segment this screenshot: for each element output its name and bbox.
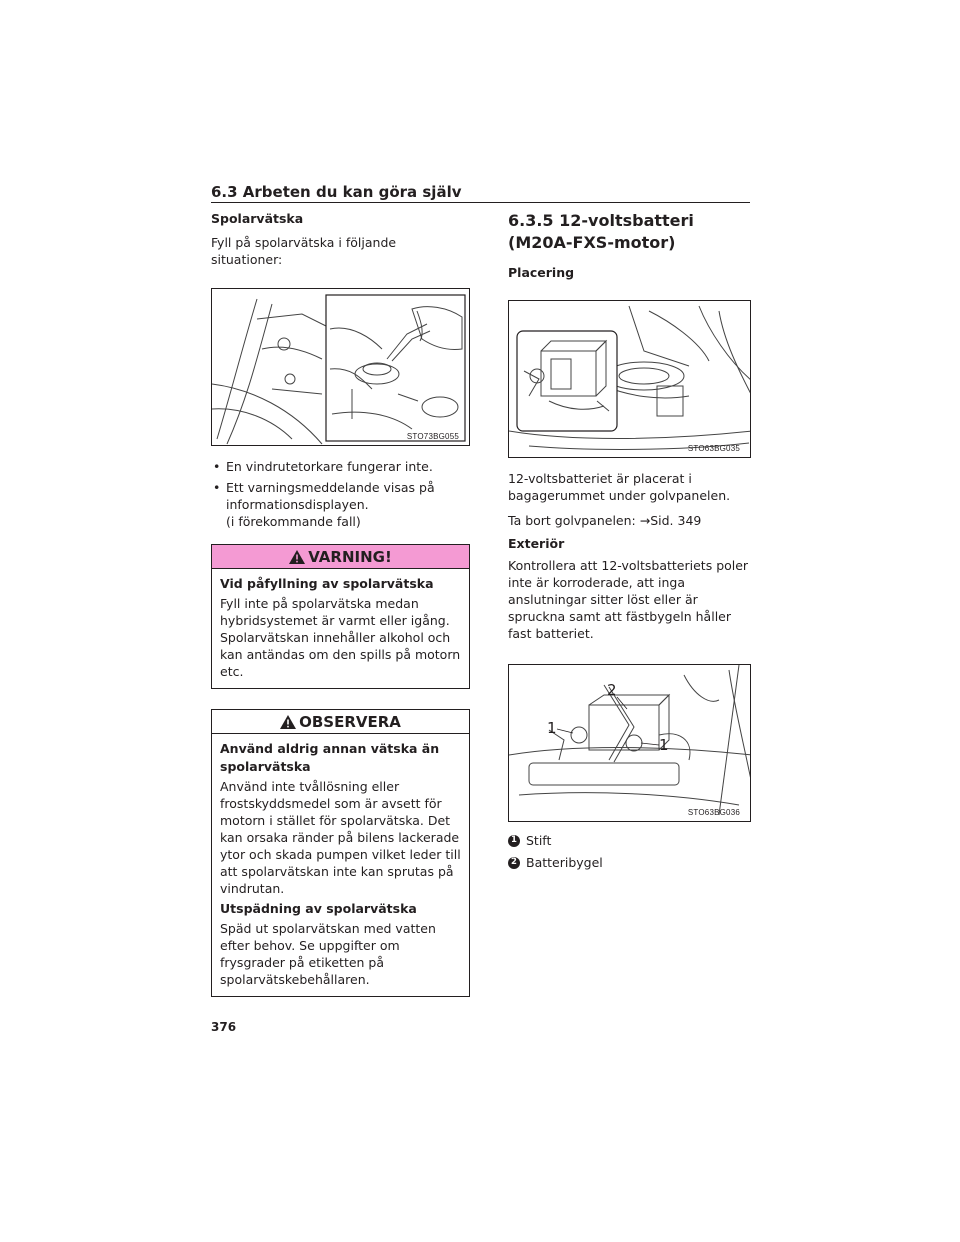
situation-list	[211, 458, 470, 530]
warning-header	[212, 545, 469, 569]
bullet-icon: •	[213, 459, 221, 474]
notice-text-1: Använd inte tvållösning eller frostskyddsmedel som är avsett för motorn i stället för spolarvätska. Det kan orsaka ränder på bilens lackerade ytor och skada pumpen vilket leder till att spolarvätskan inte kan sprutas på vindrutan.	[220, 779, 461, 896]
floor-panel-reference: Ta bort golvpanelen: →Sid. 349	[508, 513, 702, 528]
callout-1-left: 1	[547, 719, 557, 737]
notice-heading-1: Använd aldrig annan vätska än spolarvätska	[220, 741, 440, 774]
battery-detail-figure	[508, 664, 751, 822]
washer-illustration	[212, 289, 470, 446]
exterior-heading: Exteriör	[508, 536, 565, 551]
right-column	[508, 208, 751, 876]
callout-2: 2	[607, 681, 617, 699]
warning-title: VARNING!	[308, 547, 392, 566]
legend-list	[508, 832, 751, 871]
number-circle-icon: 2	[508, 857, 520, 869]
warning-box	[211, 544, 470, 689]
page-number: 376	[211, 1020, 237, 1034]
legend-item: 1 Stift	[508, 832, 751, 849]
legend-item: 2 Batteribygel	[508, 854, 751, 871]
placement-heading: Placering	[508, 265, 575, 280]
exterior-text: Kontrollera att 12-voltsbatteriets poler inte är korroderade, att inga anslutningar sitter löst eller är spruckna samt att fästbygeln håller fast batteriet.	[508, 558, 749, 641]
battery-heading: 6.3.5 12-voltsbatteri (M20A-FXS-motor)	[508, 211, 694, 252]
callout-1-right: 1	[659, 736, 669, 754]
bullet-icon: •	[213, 480, 221, 495]
figure-code: STO63BG036	[687, 808, 740, 817]
notice-title: OBSERVERA	[299, 712, 401, 731]
warning-triangle-icon	[289, 550, 305, 564]
figure-code: STO63BG035	[687, 444, 740, 453]
washer-intro: Fyll på spolarvätska i följande situationer:	[211, 235, 397, 267]
battery-location-figure	[508, 300, 751, 458]
placement-text: 12-voltsbatteriet är placerat i bagagerummet under golvpanelen.	[508, 471, 731, 503]
notice-header	[212, 710, 469, 734]
list-item: • Ett varningsmeddelande visas på informationsdisplayen. (i förekommande fall)	[213, 480, 435, 529]
notice-triangle-icon	[280, 715, 296, 729]
section-title: 6.3 Arbeten du kan göra själv	[211, 183, 750, 203]
number-circle-icon: 1	[508, 835, 520, 847]
washer-figure	[211, 288, 470, 446]
battery-illustration	[509, 665, 751, 822]
notice-heading-2: Utspädning av spolarvätska	[220, 901, 417, 916]
figure-code: STO73BG055	[406, 432, 459, 441]
notice-text-2: Späd ut spolarvätskan med vatten efter behov. Se uppgifter om frysgrader på etiketten på spolarvätskebehållaren.	[220, 921, 436, 987]
list-item: • En vindrutetorkare fungerar inte.	[213, 459, 433, 474]
trunk-illustration	[509, 301, 751, 458]
warning-text: Fyll inte på spolarvätska medan hybridsystemet är varmt eller igång. Spolarvätskan innehåller alkohol och kan antändas om den spills på motorn etc.	[220, 596, 461, 679]
left-column	[211, 208, 470, 997]
washer-heading: Spolarvätska	[211, 211, 304, 226]
notice-box	[211, 709, 470, 997]
warning-heading: Vid påfyllning av spolarvätska	[220, 576, 434, 591]
